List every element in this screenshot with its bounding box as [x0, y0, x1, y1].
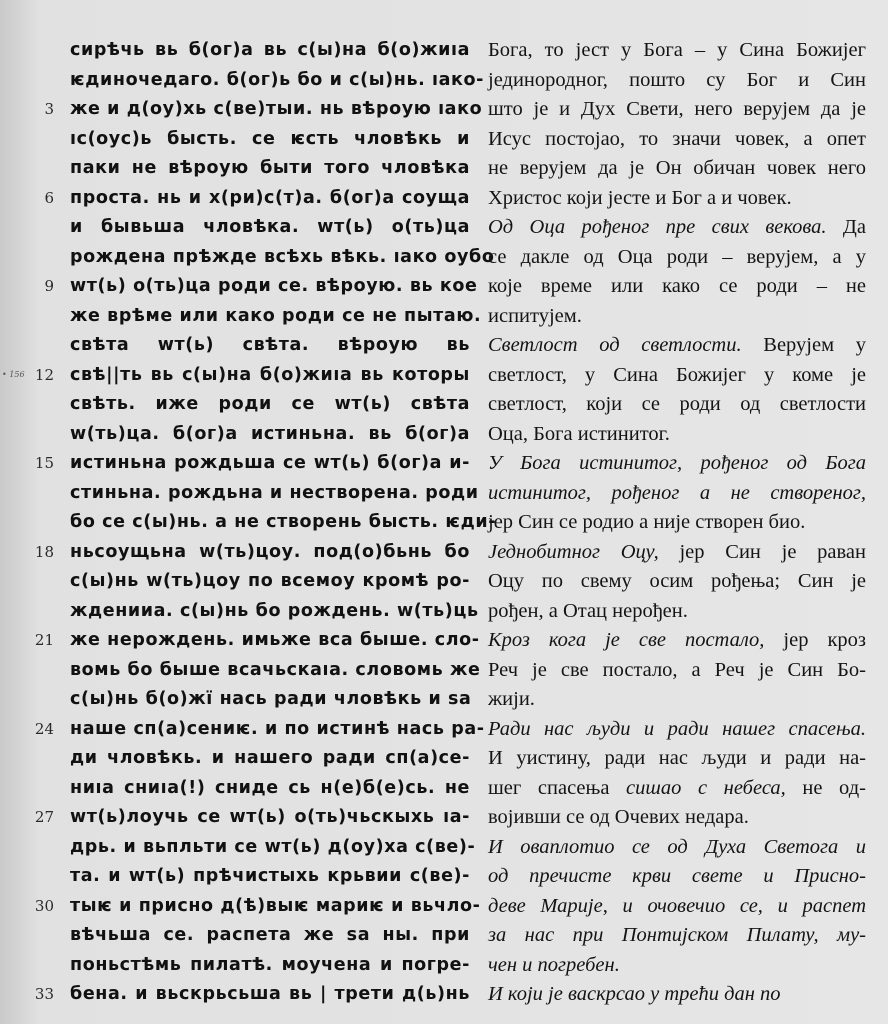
slavonic-text-line: поньстѣмь пилатѣ. моучена и погре- — [70, 954, 470, 975]
commentary-text: Да — [826, 216, 866, 238]
commentary-text: светлост, у Сина Божијег у коме је — [488, 363, 866, 386]
italic-creed-phrase: И који је васкрсао у трећи дан по — [488, 983, 781, 1005]
commentary-text: светлост, који се роди од светлости — [488, 393, 866, 415]
serbian-text-line — [488, 390, 866, 419]
serbian-text-line — [488, 361, 866, 390]
slavonic-text-line: свѣта wт(ь) свѣта. вѣроую вь — [70, 335, 470, 355]
serbian-text-line — [488, 449, 866, 478]
commentary-text: Исус постојао, то значи човек, а опет — [488, 127, 866, 150]
commentary-text: испитујем. — [488, 304, 582, 327]
serbian-text-line — [488, 597, 866, 626]
slavonic-text-line: дрь. и вьпльти се wт(ь) д(оу)ха с(ве)- — [70, 836, 476, 857]
serbian-text-line — [488, 154, 866, 183]
commentary-text: не верујем да је Он обичан човек него — [488, 157, 866, 179]
commentary-text: јединородног, пошто су Бог и Син — [488, 68, 866, 91]
commentary-text: војивши се од Очевих недара. — [488, 806, 749, 828]
line-number: 24 — [34, 719, 54, 738]
slavonic-text-line: стиньна. рождьна и нестворена. роди — [70, 482, 479, 503]
serbian-text-line — [488, 420, 866, 449]
slavonic-text-line: сирѣчь вь б(ог)а вь с(ы)на б(о)жиıа — [70, 40, 470, 60]
serbian-text-line — [488, 685, 866, 714]
italic-creed-phrase: за нас при Понтијском Пилату, му- — [488, 924, 866, 946]
slavonic-text-line: жденииа. с(ы)нь бо рождень. w(ть)ць — [70, 600, 479, 621]
italic-creed-phrase: чен и погребен. — [488, 953, 620, 976]
serbian-text-line — [488, 538, 866, 567]
serbian-text-line — [488, 921, 866, 950]
slavonic-text-line: паки не вѣроую быти того чловѣка — [70, 158, 470, 178]
slavonic-text-line: бена. и вьскрьсьша вь | трети д(ь)нь — [70, 984, 470, 1004]
serbian-text-line — [488, 951, 866, 980]
line-number: 27 — [34, 808, 54, 826]
italic-creed-phrase: И оваплотио се од Духа Светога и — [488, 835, 866, 858]
commentary-text: Бога, то јест у Бога – у Сина Божијег — [488, 39, 866, 61]
serbian-text-line — [488, 302, 866, 331]
serbian-text-line — [488, 66, 866, 95]
line-number: 33 — [34, 985, 54, 1003]
slavonic-text-line: ньсоущьна w(ть)цоу. под(о)бьнь бо — [70, 541, 470, 562]
line-number: 6 — [44, 188, 54, 207]
line-number: 18 — [34, 542, 54, 561]
commentary-text: рођен, а Отац нерођен. — [488, 599, 688, 622]
slavonic-text-line: истиньна рождьша се wт(ь) б(ог)а и- — [70, 453, 470, 473]
serbian-text-line — [488, 833, 866, 862]
slavonic-text-line: w(ть)ца. б(ог)а истиньна. вь б(ог)а — [70, 423, 470, 444]
serbian-text-line — [488, 626, 866, 655]
italic-creed-phrase: Светлост од светлости. — [488, 334, 742, 356]
commentary-text: јер Син се родио а није створен био. — [488, 511, 806, 533]
serbian-text-line — [488, 184, 866, 213]
commentary-text: шег спасења — [488, 776, 627, 799]
slavonic-text-line: рождена прѣжде всѣхь вѣкь. ıако оубо — [70, 246, 495, 267]
serbian-text-line — [488, 508, 866, 537]
slavonic-text-line: ниıа сниıа(!) сниде сь н(е)б(е)сь. не — [70, 777, 470, 798]
slavonic-text-line: бо се с(ы)нь. а не створень бысть. ѥди- — [70, 512, 497, 532]
commentary-text: И уистину, ради нас људи и ради на- — [488, 747, 866, 769]
serbian-text-line — [488, 125, 866, 154]
slavonic-text-line: свѣ||ть вь с(ы)на б(о)жиıа вь которы — [70, 364, 470, 385]
serbian-text-line — [488, 862, 866, 891]
serbian-text-line — [488, 803, 866, 832]
serbian-text-line — [488, 95, 866, 124]
serbian-text-line — [488, 656, 866, 685]
commentary-text: Реч је све постало, а Реч је Син Бо- — [488, 658, 866, 681]
slavonic-text-line: ди чловѣкь. и нашего ради сп(а)се- — [70, 748, 470, 768]
slavonic-text-line: wт(ь) о(ть)ца роди се. вѣроую. вь кое — [70, 276, 478, 296]
slavonic-text-line: же и д(оу)хь с(ве)тыи. нь вѣроую ıако — [70, 99, 483, 119]
slavonic-text-line: и бывьша чловѣка. wт(ь) о(ть)ца — [70, 217, 470, 237]
line-number: 9 — [44, 277, 54, 295]
slavonic-text-line: с(ы)нь w(ть)цоу по всемоу кромѣ ро- — [70, 571, 470, 591]
commentary-text: јер Син је раван — [658, 540, 867, 563]
line-number: 15 — [34, 454, 54, 472]
italic-creed-phrase: деве Марије, и очовечио се, и распет — [488, 894, 866, 917]
line-number: 30 — [34, 896, 54, 915]
line-number: 12 — [34, 365, 54, 384]
serbian-text-line — [488, 774, 866, 803]
commentary-text: Христос који јесте и Бог а и човек. — [488, 186, 792, 209]
slavonic-text-line: ıс(оус)ь бысть. се ѥсть чловѣкь и — [70, 128, 470, 149]
serbian-text-line — [488, 715, 866, 744]
slavonic-text-line: вомь бо быше всачьскаıа. словомь же — [70, 659, 481, 680]
commentary-text: Оца, Бога истинитог. — [488, 422, 670, 445]
line-number: 21 — [34, 631, 54, 649]
slavonic-text-line: с(ы)нь б(о)жї нась ради чловѣкь и ѕа — [70, 689, 472, 709]
serbian-text-line — [488, 892, 866, 921]
serbian-text-line — [488, 243, 866, 272]
line-number: 3 — [44, 100, 54, 118]
serbian-text-line — [488, 479, 866, 508]
italic-creed-phrase: Једнобитног Оцу, — [488, 540, 659, 563]
serbian-text-line — [488, 272, 866, 301]
italic-creed-phrase: Ради нас људи и ради нашег спасења. — [488, 717, 866, 740]
slavonic-text-line: wт(ь)лоучь се wт(ь) о(ть)чьскыхь ıа- — [70, 807, 470, 827]
italic-creed-phrase: сишао с небеса, — [626, 776, 786, 799]
italic-creed-phrase: од пречисте крви свете и Присно- — [488, 865, 866, 887]
slavonic-text-line: же нерождень. имьже вса быше. сло- — [70, 630, 480, 650]
commentary-text: се дакле од Оца роди – верујем, а у — [488, 245, 866, 268]
serbian-text-line — [488, 331, 866, 360]
serbian-text-line — [488, 744, 866, 773]
slavonic-text-line: проста. нь и х(ри)с(т)а. б(ог)а соуща — [70, 187, 470, 208]
italic-creed-phrase: истинитог, рођеног а не створеног, — [488, 481, 866, 504]
slavonic-text-line: ѥдиночедаго. б(ог)ь бо и с(ы)нь. ıако- — [70, 69, 485, 90]
serbian-text-line — [488, 36, 866, 65]
slavonic-text-line: вѣчьша се. распета же ѕа ны. при — [70, 925, 470, 945]
commentary-text: које време или како се роди – не — [488, 275, 866, 297]
slavonic-text-line: же врѣме или како роди се не пытаю. — [70, 305, 482, 326]
slavonic-text-line: наше сп(а)сениѥ. и по истинѣ нась ра- — [70, 718, 485, 739]
serbian-text-line — [488, 213, 866, 242]
serbian-text-line — [488, 980, 866, 1009]
slavonic-text-line: та. и wт(ь) прѣчистыхь крьвии с(ве)- — [70, 866, 470, 886]
italic-creed-phrase: Кроз кога је све постало, — [488, 629, 765, 651]
commentary-text: жији. — [488, 688, 535, 710]
commentary-text: што је и Дух Свети, него верујем да је — [488, 98, 866, 120]
commentary-text: не од- — [785, 776, 866, 799]
italic-creed-phrase: Од Оца рођеног пре свих векова. — [488, 216, 827, 238]
slavonic-text-line: свѣть. иже роди се wт(ь) свѣта — [70, 394, 470, 414]
commentary-text: Оцу по свему осим рођења; Син је — [488, 570, 866, 592]
serbian-text-line — [488, 567, 866, 596]
commentary-text: Верујем у — [741, 334, 866, 356]
margin-page-note: • 156 — [2, 369, 25, 379]
italic-creed-phrase: У Бога истинитог, рођеног од Бога — [488, 452, 866, 474]
slavonic-text-line: тыѥ и присно д(ѣ)выѥ мариѥ и вьчло- — [70, 895, 481, 916]
commentary-text: јер кроз — [764, 629, 866, 651]
